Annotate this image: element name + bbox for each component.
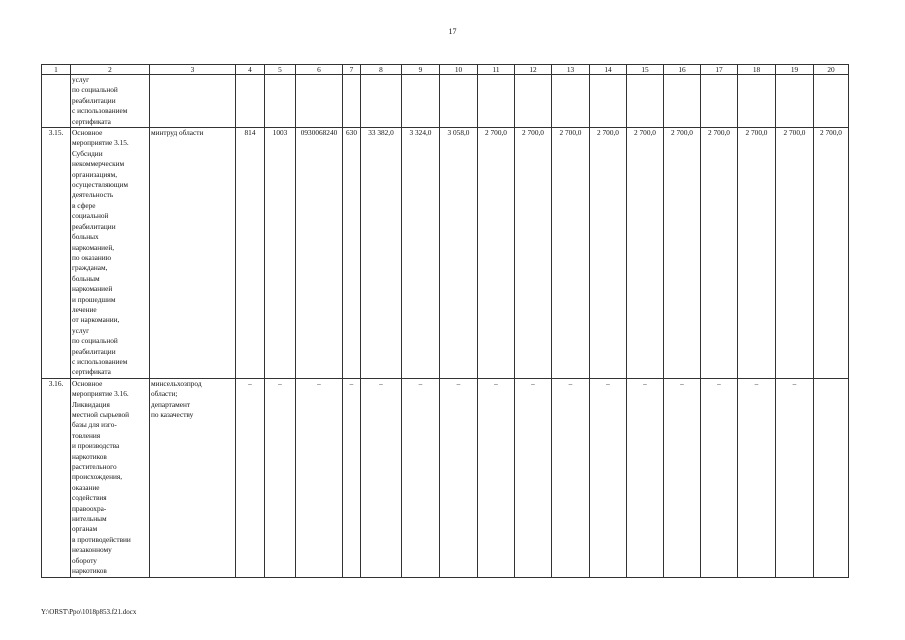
table-cell xyxy=(814,75,849,128)
table-cell: 2 700,0 xyxy=(814,128,849,379)
table-cell xyxy=(627,75,664,128)
table-cell: 3 058,0 xyxy=(440,128,478,379)
table-cell: 2 700,0 xyxy=(776,128,814,379)
table-cell: 1003 xyxy=(265,128,296,379)
column-number: 7 xyxy=(343,65,361,75)
budget-table xyxy=(41,64,849,578)
column-number: 17 xyxy=(701,65,738,75)
table-row xyxy=(42,378,849,577)
activity-name: услуг по социальной реабилитации с использованием сертификата xyxy=(71,75,150,128)
item-number xyxy=(42,75,71,128)
table-cell xyxy=(478,75,515,128)
column-number: 11 xyxy=(478,65,515,75)
column-number: 8 xyxy=(361,65,402,75)
table-cell: 814 xyxy=(236,128,265,379)
item-number: 3.16. xyxy=(42,378,71,577)
activity-name: Основное мероприятие 3.16. Ликвидация местной сырьевой базы для изго- товления и производства наркотиков растительного происхождения, оказание содействия правоохра- нительным органам в противодействии незаконному обороту наркотиков xyxy=(71,378,150,577)
table-cell xyxy=(343,75,361,128)
table-cell: – xyxy=(552,378,590,577)
table-cell xyxy=(402,75,440,128)
column-number: 18 xyxy=(738,65,776,75)
column-number: 2 xyxy=(71,65,150,75)
activity-name: Основное мероприятие 3.15. Субсидии некоммерческим организациям, осуществляющим деятельность в сфере социальной реабилитации больных наркоманией, по оказанию гражданам, больным наркоманией и прошедшим лечение от наркомании, услуг по социальной реабилитации с использованием сертификата xyxy=(71,128,150,379)
column-number: 6 xyxy=(296,65,343,75)
table-cell: – xyxy=(296,378,343,577)
table-cell xyxy=(296,75,343,128)
table-cell xyxy=(664,75,701,128)
table-cell: – xyxy=(265,378,296,577)
table-cell: 2 700,0 xyxy=(627,128,664,379)
table-cell xyxy=(515,75,552,128)
table-cell: – xyxy=(440,378,478,577)
executor: минтруд области xyxy=(150,128,236,379)
column-number: 9 xyxy=(402,65,440,75)
table-cell xyxy=(552,75,590,128)
page-number: 17 xyxy=(448,27,457,36)
table-cell: 630 xyxy=(343,128,361,379)
table-cell: 3 324,0 xyxy=(402,128,440,379)
column-number: 19 xyxy=(776,65,814,75)
table-cell: – xyxy=(590,378,627,577)
table-cell: – xyxy=(776,378,814,577)
table-cell: 2 700,0 xyxy=(664,128,701,379)
table-cell xyxy=(814,378,849,577)
item-number: 3.15. xyxy=(42,128,71,379)
table-cell: 2 700,0 xyxy=(701,128,738,379)
column-number: 10 xyxy=(440,65,478,75)
table-cell: 2 700,0 xyxy=(478,128,515,379)
table-cell: – xyxy=(236,378,265,577)
table-cell xyxy=(236,75,265,128)
table-cell: – xyxy=(515,378,552,577)
table-cell: 2 700,0 xyxy=(552,128,590,379)
column-number: 4 xyxy=(236,65,265,75)
executor: минсельхозпрод области; департамент по казачеству xyxy=(150,378,236,577)
table-cell: 2 700,0 xyxy=(515,128,552,379)
table-cell: – xyxy=(738,378,776,577)
table-cell: – xyxy=(361,378,402,577)
table-row xyxy=(42,128,849,379)
column-number: 5 xyxy=(265,65,296,75)
column-number: 12 xyxy=(515,65,552,75)
column-number: 16 xyxy=(664,65,701,75)
file-path-footer: Y:\ORST\Ppo\1018p853.f21.docx xyxy=(41,608,137,616)
table-cell: 0930068240 xyxy=(296,128,343,379)
column-number: 3 xyxy=(150,65,236,75)
table-cell xyxy=(265,75,296,128)
table-cell xyxy=(776,75,814,128)
table-cell: – xyxy=(664,378,701,577)
table-cell xyxy=(590,75,627,128)
column-number: 13 xyxy=(552,65,590,75)
table-cell: 2 700,0 xyxy=(738,128,776,379)
table-cell: – xyxy=(478,378,515,577)
table-cell xyxy=(361,75,402,128)
table-cell xyxy=(440,75,478,128)
table-cell: – xyxy=(402,378,440,577)
table-cell: 2 700,0 xyxy=(590,128,627,379)
column-number-row xyxy=(42,65,849,75)
table-row xyxy=(42,75,849,128)
column-number: 15 xyxy=(627,65,664,75)
table-cell: – xyxy=(343,378,361,577)
table-cell xyxy=(701,75,738,128)
table-cell: 33 382,0 xyxy=(361,128,402,379)
executor xyxy=(150,75,236,128)
table-cell xyxy=(738,75,776,128)
column-number: 14 xyxy=(590,65,627,75)
column-number: 1 xyxy=(42,65,71,75)
column-number: 20 xyxy=(814,65,849,75)
table-cell: – xyxy=(701,378,738,577)
table-cell: – xyxy=(627,378,664,577)
